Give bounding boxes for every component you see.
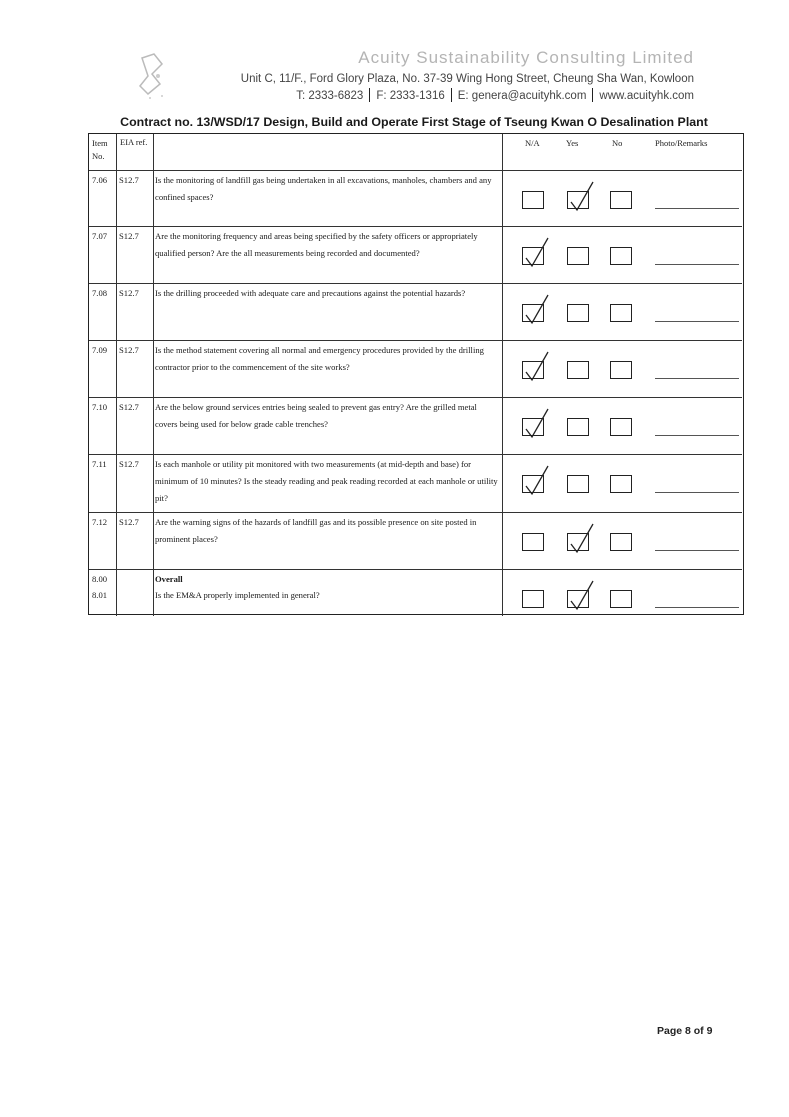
row-item-no: 7.06 <box>92 175 108 185</box>
remarks-line <box>655 492 739 493</box>
checkbox-na[interactable] <box>522 418 544 436</box>
checkbox-no[interactable] <box>610 247 632 265</box>
row-item-no: 7.07 <box>92 231 108 241</box>
row-question: Is the monitoring of landfill gas being undertaken in all excavations, manholes, chambers and any confined spaces? <box>155 175 492 202</box>
section-item-no: 8.00 <box>92 574 108 584</box>
header-photo-remarks: Photo/Remarks <box>655 138 708 148</box>
email: E: genera@acuityhk.com <box>457 90 587 102</box>
checkbox-yes[interactable] <box>567 191 589 209</box>
checkbox-na[interactable] <box>522 475 544 493</box>
row-eia-ref: S12.7 <box>119 517 139 527</box>
checkbox-no[interactable] <box>610 533 632 551</box>
company-contact <box>200 88 694 102</box>
header-eia-ref: EIA ref. <box>120 137 148 147</box>
checkbox-no[interactable] <box>610 590 632 608</box>
remarks-line <box>655 208 739 209</box>
row-item-no: 7.08 <box>92 288 108 298</box>
row-eia-ref: S12.7 <box>119 175 139 185</box>
check-mark-icon <box>522 236 552 270</box>
section-label: Overall <box>155 574 183 584</box>
remarks-line <box>655 264 739 265</box>
page-number: Page 8 of 9 <box>657 1025 713 1037</box>
checkbox-na[interactable] <box>522 247 544 265</box>
header-no: No <box>612 138 623 148</box>
checkbox-no[interactable] <box>610 475 632 493</box>
row-question: Are the below ground services entries being sealed to prevent gas entry? Are the grilled metal covers being used for below grade cable trenches? <box>155 402 477 429</box>
row-divider <box>89 340 742 341</box>
check-mark-icon <box>567 522 597 556</box>
checkbox-yes[interactable] <box>567 361 589 379</box>
row-divider <box>89 454 742 455</box>
row-divider <box>89 170 742 171</box>
header-yes: Yes <box>566 138 579 148</box>
row-divider <box>89 397 742 398</box>
checkbox-no[interactable] <box>610 361 632 379</box>
checkbox-no[interactable] <box>610 304 632 322</box>
document-title: Contract no. 13/WSD/17 Design, Build and Operate First Stage of Tseung Kwan O Desalination Plant <box>120 115 708 129</box>
column-divider <box>153 134 154 616</box>
row-eia-ref: S12.7 <box>119 231 139 241</box>
check-mark-icon <box>522 350 552 384</box>
remarks-line <box>655 435 739 436</box>
row-question: Is each manhole or utility pit monitored with two measurements (at mid-depth and base) for minimum of 10 minutes? Is the steady reading and peak reading recorded at each manhole or utility pit? <box>155 459 498 503</box>
checkbox-na[interactable] <box>522 590 544 608</box>
fax: F: 2333-1316 <box>376 90 445 102</box>
check-mark-icon <box>567 579 597 613</box>
checkbox-na[interactable] <box>522 533 544 551</box>
row-eia-ref: S12.7 <box>119 288 139 298</box>
check-mark-icon <box>522 293 552 327</box>
row-question: Is the EM&A properly implemented in general? <box>155 590 320 600</box>
column-divider <box>502 134 503 616</box>
checkbox-yes[interactable] <box>567 247 589 265</box>
remarks-line <box>655 378 739 379</box>
company-address: Unit C, 11/F., Ford Glory Plaza, No. 37-39 Wing Hong Street, Cheung Sha Wan, Kowloon <box>240 73 694 85</box>
row-item-no: 7.12 <box>92 517 108 527</box>
checkbox-no[interactable] <box>610 418 632 436</box>
row-eia-ref: S12.7 <box>119 345 139 355</box>
row-question: Are the monitoring frequency and areas being specified by the safety officers or appropriately qualified person? Are the all measurements being recorded and documented? <box>155 231 478 258</box>
row-divider <box>89 569 742 570</box>
row-question: Is the method statement covering all normal and emergency procedures provided by the drilling contractor prior to the commencement of the site works? <box>155 345 484 372</box>
header-item-no: Item No. <box>92 138 108 161</box>
checkbox-na[interactable] <box>522 361 544 379</box>
check-mark-icon <box>522 464 552 498</box>
remarks-line <box>655 550 739 551</box>
phone: T: 2333-6823 <box>296 90 364 102</box>
checkbox-yes[interactable] <box>567 304 589 322</box>
row-question: Are the warning signs of the hazards of landfill gas and its possible presence on site posted in prominent places? <box>155 517 477 544</box>
checkbox-yes[interactable] <box>567 590 589 608</box>
checkbox-yes[interactable] <box>567 418 589 436</box>
check-mark-icon <box>522 407 552 441</box>
row-eia-ref: S12.7 <box>119 459 139 469</box>
company-name: Acuity Sustainability Consulting Limited <box>358 48 694 67</box>
checkbox-no[interactable] <box>610 191 632 209</box>
company-logo <box>132 50 180 104</box>
row-divider <box>89 283 742 284</box>
remarks-line <box>655 321 739 322</box>
check-mark-icon <box>567 180 597 214</box>
checkbox-yes[interactable] <box>567 533 589 551</box>
row-item-no: 7.10 <box>92 402 108 412</box>
checkbox-na[interactable] <box>522 304 544 322</box>
row-item-no: 7.09 <box>92 345 108 355</box>
checkbox-na[interactable] <box>522 191 544 209</box>
row-eia-ref: S12.7 <box>119 402 139 412</box>
row-item-no: 8.01 <box>92 590 108 600</box>
checkbox-yes[interactable] <box>567 475 589 493</box>
remarks-line <box>655 607 739 608</box>
header-na: N/A <box>525 138 540 148</box>
row-question: Is the drilling proceeded with adequate care and precautions against the potential hazards? <box>155 288 466 298</box>
checklist-table <box>88 133 744 615</box>
row-divider <box>89 512 742 513</box>
column-divider <box>116 134 117 616</box>
row-divider <box>89 226 742 227</box>
row-item-no: 7.11 <box>92 459 107 469</box>
website: www.acuityhk.com <box>599 90 694 102</box>
